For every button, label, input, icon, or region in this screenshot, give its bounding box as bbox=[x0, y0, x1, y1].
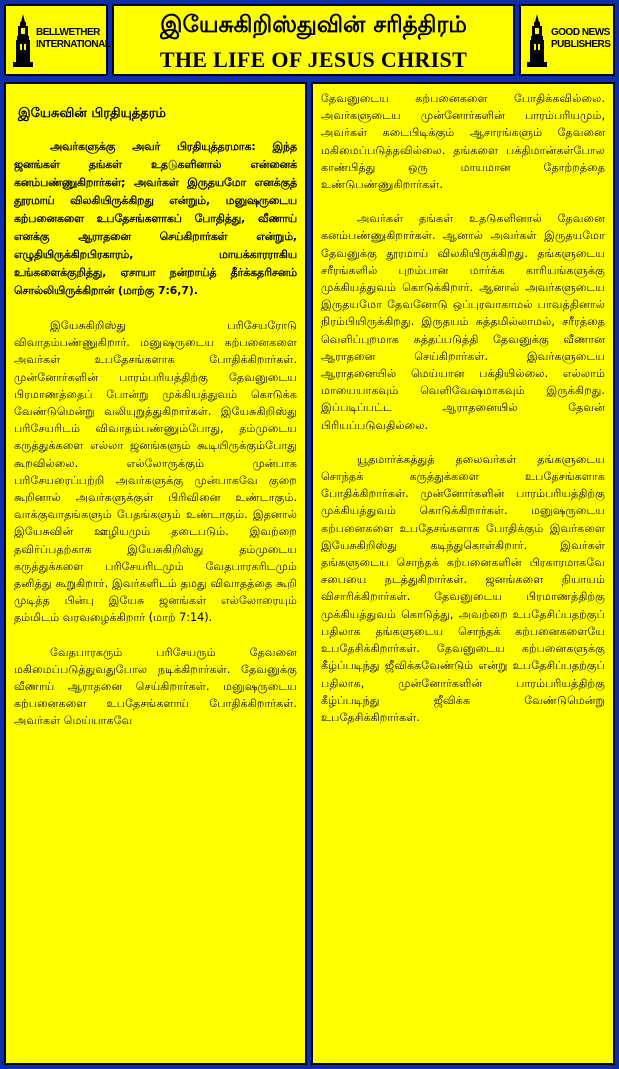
good-news-logo bbox=[519, 4, 615, 76]
body-paragraph-continued: தேவனுடைய கற்பனைகளை போதிக்கவில்லை. அவர்களுடைய முன்னோர்களின் பாரம்பரியமும், அவர்கள் கடைபிடிக்கும் ஆசாரங்களும் தேவனை மகிமைப்படுத்தவில்லை. தங்களை பக்திமான்கள்போல காண்பித்து ஒரு மாயமான தோற்றத்தை உண்டுபண்ணுகிறார்கள். bbox=[321, 92, 605, 192]
bell-tower-icon bbox=[527, 14, 547, 70]
body-paragraph: இயேசுகிறிஸ்து பரிசேயரோடு விவாதம்பண்ணுகிறார். மனுஷருடைய கற்பனைகளை அவர்கள் உபதேசங்களாக போதிக்கிறார்கள். முன்னோர்களின் பாரம்பரியத்திற்கு தேவனுடைய பிரமாணத்தைப் போன்று முக்கியத்துவம் கொடுக்க வேண்டுமென்று வலியுறுத்துகிறார்கள். இயேசுகிறிஸ்து பரிசேயரிடம் விவாதம்பண்ணும்போது, தம்முடைய கருத்துக்களை எல்லா ஜனங்களும் கூடியிருக்கும்போது கூறவில்லை. எல்லோருக்கும் முன்பாக பரிசேயரைப்பற்றி அவர்களுக்கு முன்பாகவே குறை கூறினால் அவர்களுக்குள் பிரிவினை உண்டாகும். வாக்குவாதங்களும் பேதங்களும் உண்டாகும். இதனால் இயேசுவின் ஊழியமும் தடைபடும். இவற்றை தவிர்ப்பதற்காக இயேசுகிறிஸ்து தம்முடைய கருத்துக்களை பரிசேயரிடமும் வேதபாரகரிடமும் தனித்து கூறுகிறார். இவர்களிடம் தமது விவாதத்தை கூறி முடித்த பின்பு இயேசு ஜனங்கள் எல்லோரையும் தம்மிடம் வரவழைக்கிறார் (மாற் 7:14). bbox=[14, 319, 297, 625]
logo-left-line1: BELLWETHER bbox=[36, 27, 100, 38]
page-header bbox=[112, 4, 515, 76]
left-column bbox=[4, 82, 307, 1065]
scripture-quote-paragraph: அவர்களுக்கு அவர் பிரதியுத்தரமாக: இந்த ஜனங்கள் தங்கள் உதடுகளினால் என்னைக் கனம்பண்ணுகிறார்கள்; அவர்கள் இருதயமோ எனக்குத் தூரமாய் விலகியிருக்கிறது என்றும், மனுஷருடைய கற்பனைகளை உபதேசங்களாகப் போதித்து, வீணாய் எனக்கு ஆராதனை செய்கிறார்கள் என்றும், எழுதியிருக்கிறபிரகாரம், மாயக்காரராகிய உங்களைக்குறித்து, ஏசாயா நன்றாய்த் தீர்க்கதரிசனம் சொல்லியிருக்கிறான் (மாற்கு 7:6,7). bbox=[14, 140, 297, 297]
right-column bbox=[311, 82, 615, 1065]
bellwether-logo bbox=[4, 4, 111, 76]
body-paragraph: வேதபாரகரும் பரிசேயரும் தேவனை மகிமைப்படுத்துவதுபோல நடிக்கிறார்கள். தேவனுக்கு வீணாய் ஆராதனை செய்கிறார்கள். மனுஷருடைய கற்பனைகளை உபதேசங்களாய் போதிக்கிறார்கள். அவர்கள் மெய்யாகவே bbox=[14, 645, 297, 728]
english-title: THE LIFE OF JESUS CHRIST bbox=[159, 47, 468, 72]
logo-left-line2: INTERNATIONAL bbox=[36, 39, 111, 50]
bell-tower-icon bbox=[13, 14, 33, 70]
logo-right-line2: PUBLISHERS bbox=[551, 39, 611, 50]
logo-right-line1: GOOD NEWS bbox=[551, 27, 610, 38]
section-heading: இயேசுவின் பிரதியுத்தரம் bbox=[18, 106, 166, 121]
body-paragraph: யூதமார்க்கத்துத் தலைவர்கள் தங்களுடைய சொந்தக் கருத்துக்களை உபதேசங்களாக போதிக்கிறார்கள். முன்னோர்களின் பாரம்பரியத்திற்கு முக்கியத்துவம் கொடுக்கிறார்கள். மனுஷருடைய கற்பனைகளை உபதேசங்களாக போதிக்கும் இவர்களை இயேசுகிறிஸ்து கடிந்துகொள்கிறார். இவர்கள் தங்களுடைய சொந்தக் கற்பனைகளின் பிரகாரமாகவே சபையை நடத்துகிறார்கள். ஜனங்களை நியாயம் விசாரிக்கிறார்கள். தேவனுடைய பிரமாணத்திற்கு முக்கியத்துவம் கொடுத்து, அவற்றை உபதேசிப்பதற்குப் பதிலாக தங்களுடைய சொந்தக் கற்பனைகளையே உபதேசிக்கிறார்கள். தேவனுடைய கற்பனைகளுக்கு கீழ்ப்படிந்து ஜீவிக்கவேண்டும் என்று உபதேசிப்பதற்குப் பதிலாக, முன்னோர்களின் பாரம்பரியத்திற்கு கீழ்ப்படிந்து ஜீவிக்க வேண்டுமென்று உபதேசிக்கிறார்கள். bbox=[321, 452, 605, 724]
body-paragraph: அவர்கள் தங்கள் உதடுகளினால் தேவனை கனம்பண்ணுகிறார்கள். ஆனால் அவர்கள் இருதயமோ தேவனுக்கு தூரமாய் விலகியிருக்கிறது. தங்களுடைய சரீரங்களில் புறம்பான மார்க்க காரியங்களுக்கு முக்கியத்துவம் கொடுக்கிறார். ஆனால் அவர்களுடைய இருதயமோ தேவனோடு ஒப்புரவாகாமல் பாவத்தினால் நிரம்பியிருக்கிறது. இருதயம் சுத்தமில்லாமல், சரீரத்தை வெளிப்புறமாக சுத்தப்படுத்தி தேவனுக்கு வீணான ஆராதனை செய்கிறார்கள். இவர்களுடைய ஆராதனையில் மெய்யான பக்தியில்லை. எல்லாம் மாயையாகவும் வெளிவேஷமாகவும் இருக்கிறது. இப்படிப்பட்ட ஆராதனையில் தேவன் பிரியப்படுவதில்லை. bbox=[321, 212, 605, 432]
tamil-title: இயேசுகிறிஸ்துவின் சரித்திரம் bbox=[160, 12, 467, 38]
